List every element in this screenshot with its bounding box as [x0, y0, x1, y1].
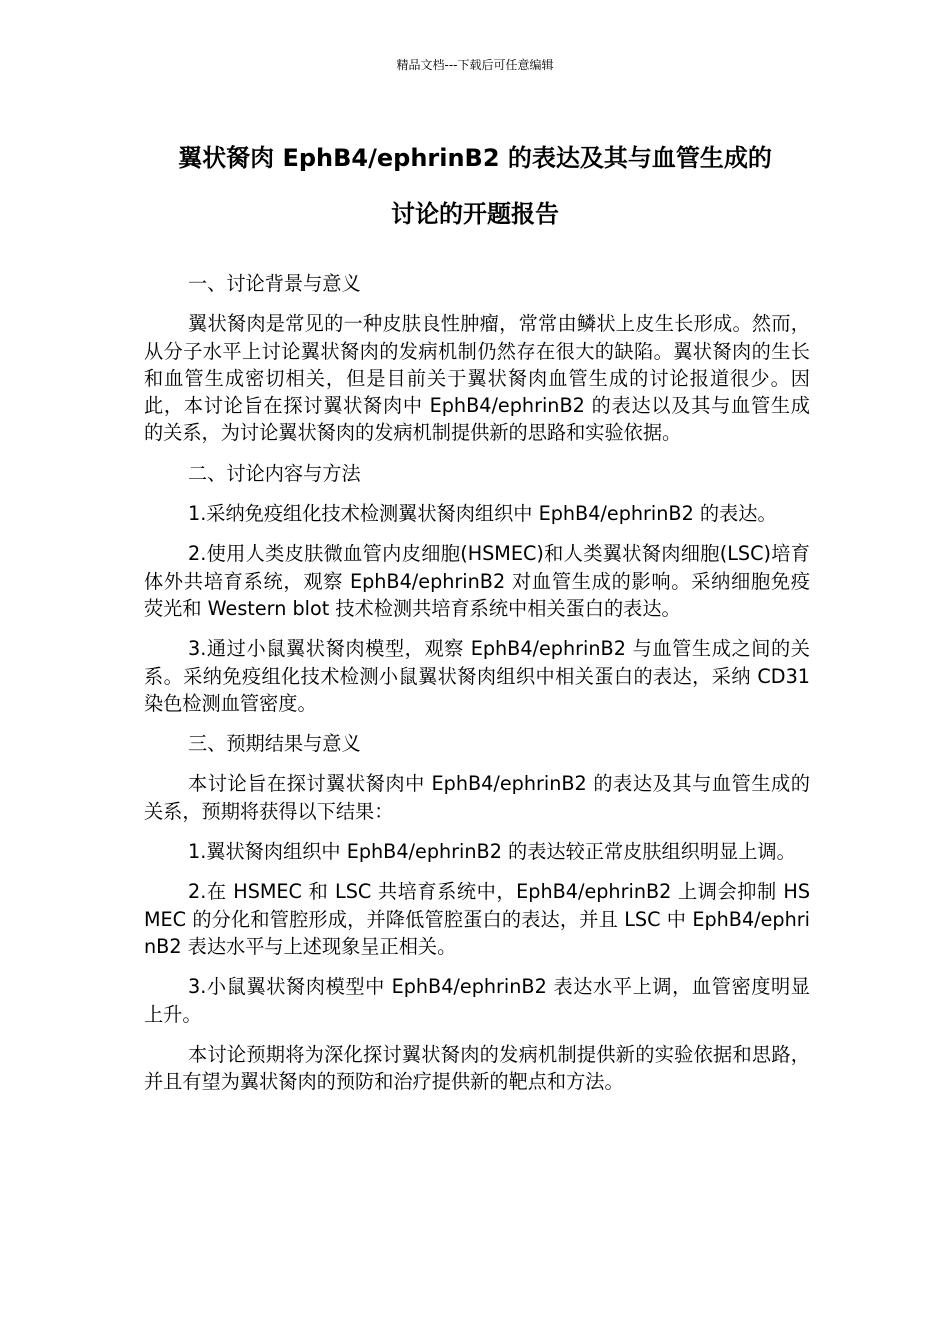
section-heading-results: 三、预期结果与意义 — [188, 732, 361, 756]
paragraph-method-2: 2.使用人类皮肤微血管内皮细胞(HSMEC)和人类翼状胬肉细胞(LSC)培育体外共培育系统，观察 EphB4/ephrinB2 对血管生成的影响。采纳细胞免疫荧光和 Western blot 技术检测共培育系统中相关蛋白的表达。 — [144, 542, 810, 620]
document-body — [144, 270, 810, 1108]
paragraph-result-3: 3.小鼠翼状胬肉模型中 EphB4/ephrinB2 表达水平上调，血管密度明显上升。 — [144, 975, 810, 1026]
document-title — [100, 130, 850, 242]
paragraph-conclusion: 本讨论预期将为深化探讨翼状胬肉的发病机制提供新的实验依据和思路，并且有望为翼状胬肉的预防和治疗提供新的靶点和方法。 — [144, 1042, 810, 1094]
section-heading-background: 一、讨论背景与意义 — [188, 272, 361, 295]
title-line-2: 讨论的开题报告 — [391, 200, 559, 228]
paragraph-method-1: 1.采纳免疫组化技术检测翼状胬肉组织中 EphB4/ephrinB2 的表达。 — [188, 502, 777, 526]
section-heading-methods: 二、讨论内容与方法 — [188, 461, 361, 485]
title-line-1: 翼状胬肉 EphB4/ephrinB2 的表达及其与血管生成的 — [178, 144, 772, 172]
paragraph-method-3: 3.通过小鼠翼状胬肉模型，观察 EphB4/ephrinB2 与血管生成之间的关系。采纳免疫组化技术检测小鼠翼状胬肉组织中相关蛋白的表达，采纳 CD31 染色检测血管密度。 — [144, 637, 810, 715]
paragraph-result-1: 1.翼状胬肉组织中 EphB4/ephrinB2 的表达较正常皮肤组织明显上调。 — [188, 840, 796, 864]
paragraph-results-intro: 本讨论旨在探讨翼状胬肉中 EphB4/ephrinB2 的表达及其与血管生成的关系，预期将获得以下结果： — [144, 772, 810, 823]
header-watermark: 精品文档---下载后可任意编辑 — [396, 58, 554, 72]
paragraph-result-2: 2.在 HSMEC 和 LSC 共培育系统中，EphB4/ephrinB2 上调会抑制 HSMEC 的分化和管腔形成，并降低管腔蛋白的表达，并且 LSC 中 EphB4/ephrinB2 表达水平与上述现象呈正相关。 — [144, 880, 810, 958]
paragraph-background: 翼状胬肉是常见的一种皮肤良性肿瘤，常常由鳞状上皮生长形成。然而，从分子水平上讨论翼状胬肉的发病机制仍然存在很大的缺陷。翼状胬肉的生长和血管生成密切相关，但是目前关于翼状胬肉血管生成的讨论报道很少。因此，本讨论旨在探讨翼状胬肉中 EphB4/ephrinB2 的表达以及其与血管生成的关系，为讨论翼状胬肉的发病机制提供新的思路和实验依据。 — [144, 312, 810, 445]
